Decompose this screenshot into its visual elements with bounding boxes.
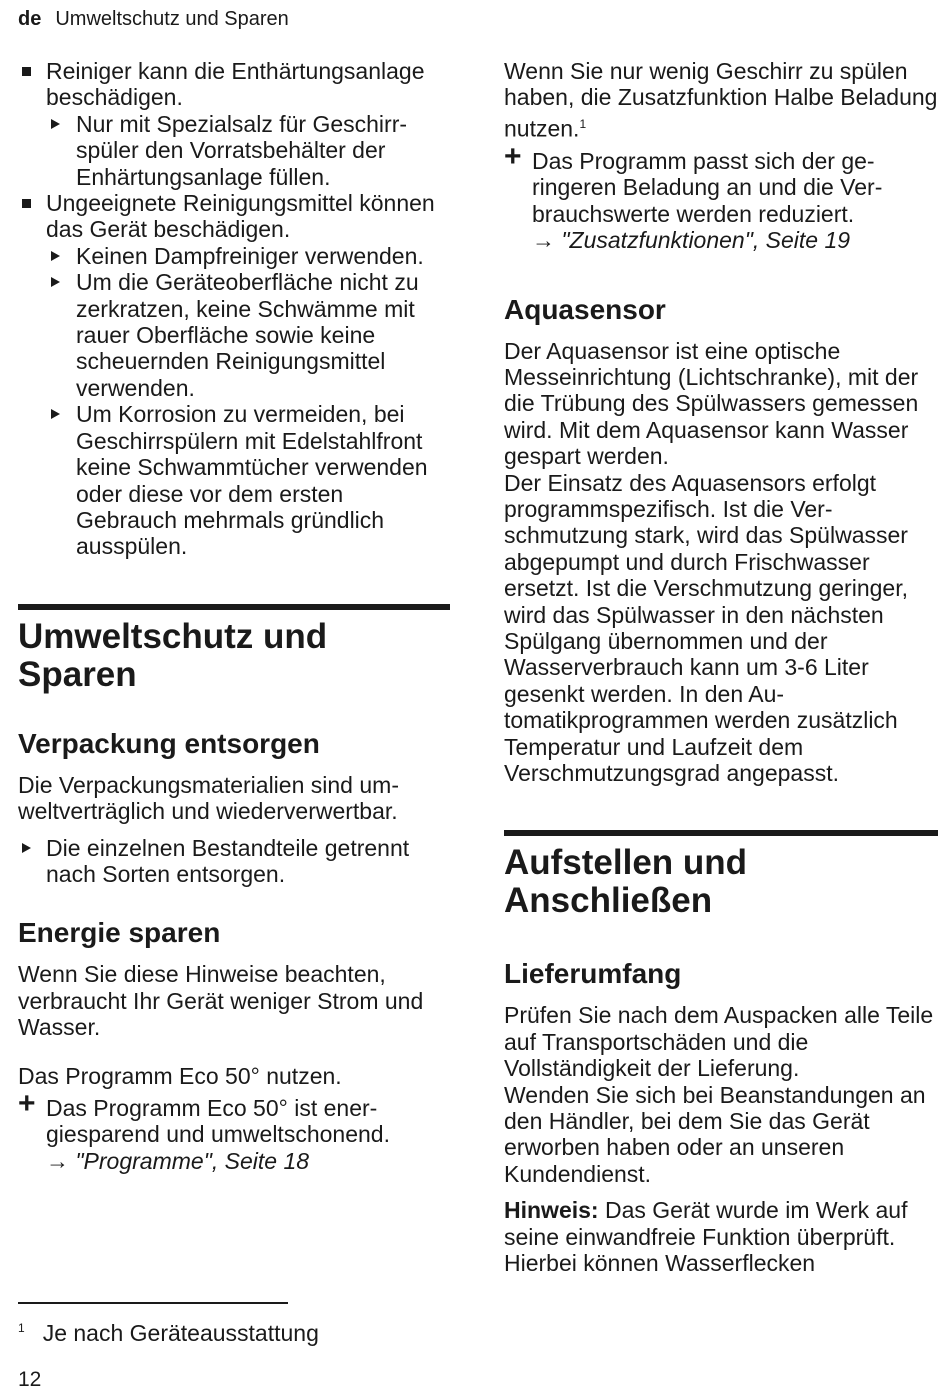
bullet-item: Reiniger kann die Enthärtungsanlage beschädigen. [18, 58, 450, 111]
benefit-item: + Das Programm Eco 50° ist energiesparend und umweltschonend. [18, 1095, 450, 1148]
page-number: 12 [18, 1368, 42, 1391]
running-header [18, 8, 289, 31]
paragraph-text: Wenn Sie nur wenig Geschirr zu spülen haben, die Zusatzfunktion Halbe Beladung nutzen. [504, 58, 938, 142]
benefit-item: + Das Programm passt sich der geringeren Beladung an und die Verbrauchswerte werden reduziert. [504, 148, 938, 227]
footnote-rule [18, 1302, 288, 1304]
cross-reference-link[interactable]: → "Zusatzfunktionen", Seite 19 [532, 227, 851, 254]
section-rule [18, 604, 450, 610]
subsection-title: Lieferumfang [504, 958, 682, 990]
paragraph: Das Programm Eco 50° nutzen. [18, 1062, 342, 1089]
paragraph: Der Einsatz des Aquasensors erfolgt programmspezifisch. Ist die Verschmutzung stark, wird das Spülwasser abgepumpt und durch Frischwasser ersetzt. Ist die Verschmutzung geringer, wird das Spülwasser in den nächsten Spülgang übernommen und der Wasserverbrauch kann um 3-6 Liter gesenkt werden. In den Automatikprogrammen werden zusätzlich Temperatur und Laufzeit dem Verschmutzungsgrad angepasst. [504, 469, 908, 786]
paragraph [504, 58, 938, 142]
instruction-item: Nur mit Spezialsalz für Geschirrspüler den Vorratsbehälter der Enhärtungsanlage füllen. [18, 111, 450, 190]
subsection-title: Energie sparen [18, 917, 221, 949]
header-title: Umweltschutz und Sparen [55, 8, 289, 30]
paragraph: Die Verpackungsmaterialien sind umweltverträglich und wiederverwertbar. [18, 771, 399, 825]
instruction-item: Keinen Dampfreiniger verwenden. [18, 243, 450, 269]
language-code: de [18, 8, 42, 30]
note-text: Das Gerät wurde im Werk auf seine einwandfreie Funktion überprüft. Hierbei können Wasserflecken [504, 1197, 908, 1277]
paragraph: Prüfen Sie nach dem Auspacken alle Teile auf Transportschäden und die Vollständigkeit der Lieferung. [504, 1002, 934, 1082]
footnote-text: Je nach Geräteausstattung [42, 1320, 319, 1346]
paragraph: Wenn Sie diese Hinweise beachten, verbraucht Ihr Gerät weniger Strom und Wasser. [18, 961, 424, 1041]
subsection-title: Aquasensor [504, 293, 666, 325]
cross-reference-link[interactable]: → "Programme", Seite 18 [46, 1147, 310, 1174]
right-column [504, 58, 938, 1276]
footnote-marker: 1 [579, 116, 587, 131]
instruction-item: Die einzelnen Bestandteile getrennt nach Sorten entsorgen. [18, 835, 450, 888]
note-label: Hinweis: [504, 1197, 599, 1224]
section-title: Aufstellen und Anschließen [504, 843, 748, 921]
section-title: Umweltschutz und Sparen [18, 616, 328, 694]
paragraph: Der Aquasensor ist eine optische Messeinrichtung (Lichtschranke), mit der die Trübung des Spülwassers gemessen wird. Mit dem Aquasensor kann Wasser gespart werden. [504, 337, 919, 470]
section-rule [504, 830, 938, 836]
note-paragraph [504, 1197, 938, 1276]
paragraph: Wenden Sie sich bei Beanstandungen an den Händler, bei dem Sie das Gerät erworben haben oder an unseren Kundendienst. [504, 1081, 926, 1187]
instruction-item: Um Korrosion zu vermeiden, bei Geschirrspülern mit Edelstahlfront keine Schwammtücher verwenden oder diese vor dem ersten Gebrauch mehrmals gründlich ausspülen. [18, 401, 450, 559]
bullet-item: Ungeeignete Reinigungsmittel können das Gerät beschädigen. [18, 190, 450, 243]
subsection-title: Verpackung entsorgen [18, 727, 320, 759]
left-column [18, 58, 450, 1174]
footnote [18, 1320, 319, 1347]
footnote-number: 1 [18, 1321, 25, 1336]
instruction-item: Um die Geräteoberfläche nicht zu zerkratzen, keine Schwämme mit rauer Oberfläche sowie keine scheuernden Reinigungsmittel verwenden. [18, 269, 450, 401]
